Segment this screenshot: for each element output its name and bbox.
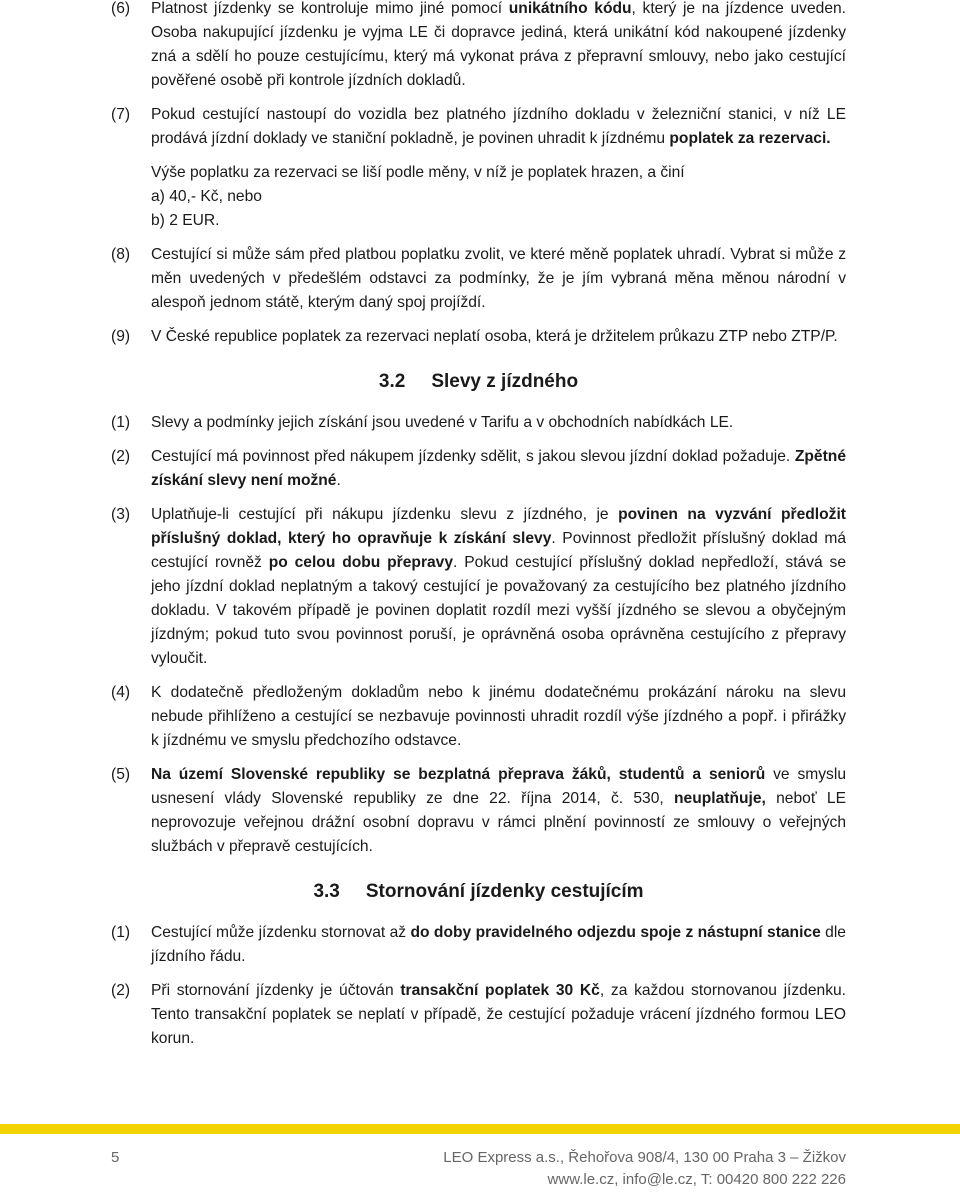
paragraph-8 [111, 243, 846, 315]
paragraph-3-2-1 [111, 411, 846, 435]
paragraph-number: (6) [111, 0, 131, 17]
paragraph-text: . [336, 472, 341, 489]
paragraph-text: . Pokud cestující příslušný doklad nepředloží, stává se jeho jízdní doklad neplatným a takový cestující je považovaný za cestujícího bez platného jízdního dokladu. V takovém případě je povinen doplatit rozdíl mezi vyšší jízdného se slevou a obyčejným jízdným; pokud tuto svou povinnost poruší, je oprávněná osoba oprávněna cestujícího z přepravy vyloučit. [151, 554, 846, 667]
paragraph-text: Slevy a podmínky jejich získání jsou uvedené v Tarifu a v obchodních nabídkách LE. [151, 414, 734, 431]
paragraph-number: (1) [111, 924, 131, 941]
paragraph-body [151, 411, 846, 435]
list-item: b) 2 EUR. [151, 212, 220, 229]
paragraph-body [151, 921, 846, 969]
paragraph-bold-text: Zpětné získání slevy není možné [151, 448, 846, 489]
paragraph-text: Uplatňuje-li cestující při nákupu jízdenku slevu z jízdného, je [151, 506, 619, 523]
paragraph-body [151, 503, 846, 671]
paragraph-body [151, 681, 846, 753]
paragraph-body [151, 243, 846, 315]
list-item: a) 40,- Kč, nebo [151, 188, 262, 205]
section-title: Slevy z jízdného [431, 371, 579, 392]
paragraph-text: Výše poplatku za rezervaci se liší podle měny, v níž je poplatek hrazen, a činí [151, 164, 685, 181]
paragraph-number: (8) [111, 246, 131, 263]
footer-contact: www.le.cz, info@le.cz, T: 00420 800 222 226 [547, 1171, 846, 1188]
paragraph-text: Cestující si může sám před platbou poplatku zvolit, ve které měně poplatek uhradí. Vybrat si může z měn uvedených v předešlém odstavci za podmínky, že je jím vybraná měna měnou národní v alespoň jednom státě, kterým daný spoj projíždí. [151, 246, 846, 311]
paragraph-bold-text: po celou dobu přepravy [268, 554, 454, 571]
paragraph-9 [111, 325, 846, 349]
paragraph-3-3-2 [111, 979, 846, 1051]
paragraph-bold-text: poplatek za rezervaci. [669, 130, 831, 147]
paragraph-bold-text: transakční poplatek 30 Kč [400, 982, 600, 999]
paragraph-body [151, 325, 846, 349]
paragraph-text: , který je na jízdence uveden. Osoba nakupující jízdenku je vyjma LE či dopravce jediná, která unikátní kód nakoupené jízdenky zná a sdělí ho pouze cestujícímu, který má vykonat práva z přepravní smlouvy, nebo jako cestující pověřené osobě při kontrole jízdních dokladů. [151, 0, 847, 89]
section-number: 3.3 [313, 881, 340, 902]
section-title: Stornování jízdenky cestujícím [365, 881, 644, 902]
paragraph-text: ve smyslu usnesení vlády Slovenské republiky ze dne 22. října 2014, č. 530, [151, 766, 846, 807]
paragraph-3-2-5 [111, 763, 846, 859]
paragraph-bold-text: povinen na vyzvání předložit příslušný doklad, který ho opravňuje k získání slevy [151, 506, 846, 547]
paragraph-body [151, 445, 846, 493]
footer-company: LEO Express a.s., Řehořova 908/4, 130 00 Praha 3 – Žižkov [443, 1149, 846, 1166]
paragraph-body [151, 103, 846, 233]
paragraph-number: (9) [111, 328, 131, 345]
paragraph-number: (1) [111, 414, 131, 431]
section-heading-3-2 [111, 369, 846, 395]
paragraph-number: (7) [111, 106, 131, 123]
paragraph-text: Cestující má povinnost před nákupem jízdenky sdělit, s jakou slevou jízdní doklad požaduje. [151, 448, 795, 465]
paragraph-number: (4) [111, 684, 131, 701]
paragraph-text: Pokud cestující nastoupí do vozidla bez platného jízdního dokladu v železniční stanici, v níž LE prodává jízdní doklady ve staniční pokladně, je povinen uhradit k jízdnému [151, 106, 846, 147]
paragraph-body [151, 763, 846, 859]
paragraph-text: neboť LE neprovozuje veřejnou drážní osobní dopravu v rámci plnění povinností ze smlouvy o veřejných službách v přepravě cestujících. [151, 790, 847, 855]
paragraph-body [151, 979, 846, 1051]
paragraph-text: Cestující může jízdenku stornovat až [151, 924, 411, 941]
paragraph-7 [111, 103, 846, 233]
paragraph-3-2-3 [111, 503, 846, 671]
paragraph-3-2-2 [111, 445, 846, 493]
paragraph-text: , za každou stornovanou jízdenku. Tento transakční poplatek se neplatí v případě, že cestující požaduje vrácení jízdného formou LEO korun. [151, 982, 846, 1047]
paragraph-bold-text: unikátního kódu [508, 0, 632, 17]
paragraph-number: (2) [111, 982, 131, 999]
section-heading-3-3 [111, 879, 846, 905]
page-number: 5 [111, 1149, 120, 1166]
paragraph-text: dle jízdního řádu. [151, 924, 846, 965]
paragraph-6 [111, 0, 846, 93]
paragraph-bold-text: neuplatňuje, [674, 790, 766, 807]
paragraph-number: (5) [111, 766, 131, 783]
paragraph-text: V České republice poplatek za rezervaci neplatí osoba, která je držitelem průkazu ZTP nebo ZTP/P. [151, 328, 838, 345]
paragraph-text: . Povinnost předložit příslušný doklad má cestující rovněž [151, 530, 846, 571]
paragraph-bold-text: Na území Slovenské republiky se bezplatná přeprava žáků, studentů a seniorů [151, 766, 766, 783]
paragraph-3-3-1 [111, 921, 846, 969]
paragraph-3-2-4 [111, 681, 846, 753]
footer-accent-bar [0, 1124, 960, 1134]
paragraph-number: (3) [111, 506, 131, 523]
paragraph-bold-text: do doby pravidelného odjezdu spoje z nástupní stanice [410, 924, 821, 941]
paragraph-text: Platnost jízdenky se kontroluje mimo jiné pomocí [151, 0, 509, 17]
paragraph-text: Při stornování jízdenky je účtován [151, 982, 401, 999]
paragraph-number: (2) [111, 448, 131, 465]
paragraph-body [151, 0, 846, 93]
section-number: 3.2 [378, 371, 406, 392]
paragraph-text: K dodatečně předloženým dokladům nebo k jinému dodatečnému prokázání nároku na slevu nebude přihlíženo a cestující se nezbavuje povinnosti uhradit rozdíl výše jízdného a popř. i přirážky k jízdnému ve smyslu předchozího odstavce. [151, 684, 846, 749]
